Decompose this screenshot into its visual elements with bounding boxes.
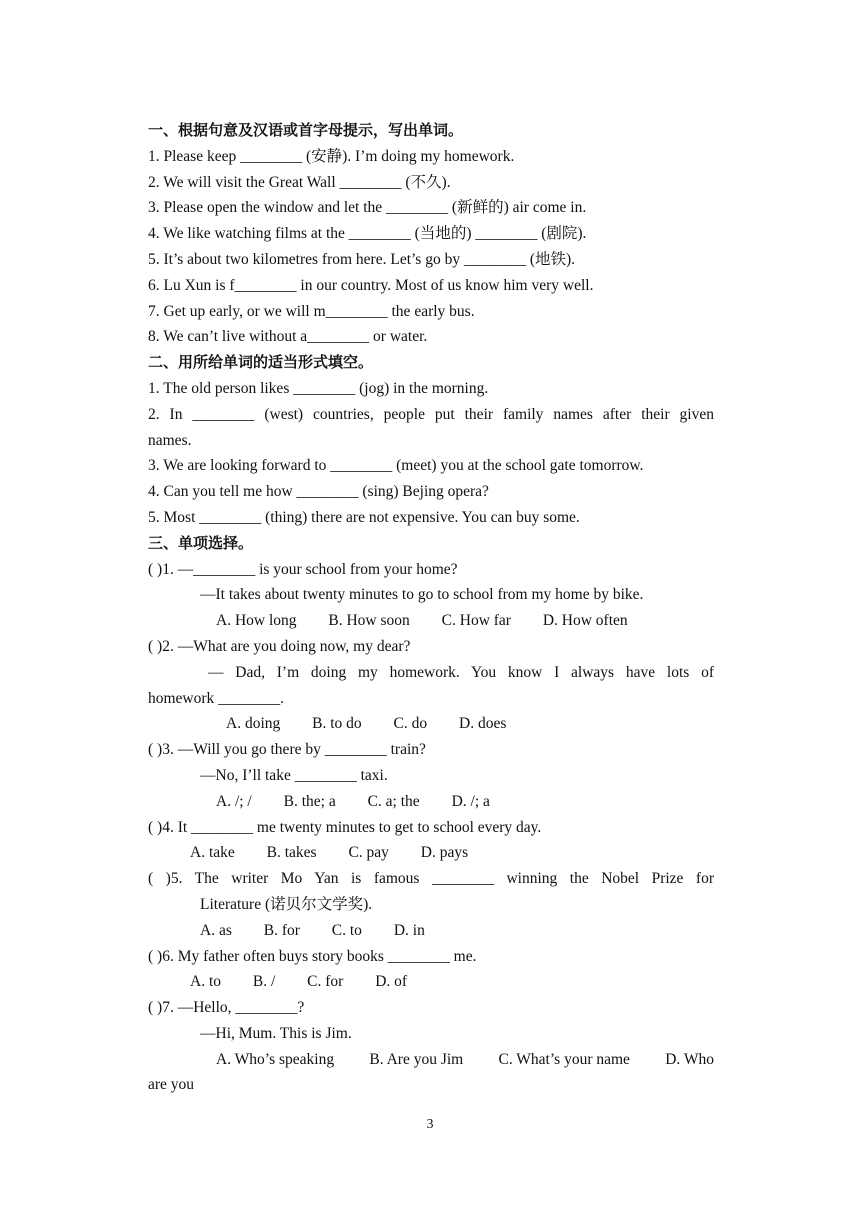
q6-option-c: C. for: [307, 973, 344, 991]
q1-option-c: C. How far: [441, 612, 511, 630]
s1-item-8: 8. We can’t live without a________ or water.: [148, 328, 428, 346]
q7-option-d: D. Who: [665, 1050, 714, 1068]
q7-option-b: B. Are you Jim: [369, 1050, 464, 1068]
q3-option-c: C. a; the: [367, 792, 420, 810]
section1-heading: 一、根据句意及汉语或首字母提示，写出单词。: [148, 121, 464, 139]
q1-reply: —It takes about twenty minutes to go to school from my home by bike.: [200, 586, 644, 604]
q5-option-b: B. for: [263, 921, 300, 939]
q3-reply: —No, I’ll take ________ taxi.: [200, 766, 388, 784]
q1-stem: ( )1. —________ is your school from your home?: [148, 560, 458, 578]
q3-option-d: D. /; a: [451, 792, 490, 810]
q5-option-a: A. as: [200, 921, 232, 939]
q6-option-d: D. of: [375, 973, 408, 991]
q2-reply-cont: homework ________.: [148, 689, 285, 707]
s1-item-3: 3. Please open the window and let the ________ (新鲜的) air come in.: [148, 199, 587, 217]
q2-option-a: A. doing: [226, 715, 281, 733]
q1-option-d: D. How often: [542, 612, 628, 630]
q7-option-c: C. What’s your name: [498, 1050, 630, 1068]
q4-option-a: A. take: [190, 844, 235, 862]
s1-item-4: 4. We like watching films at the ________ (当地的) ________ (剧院).: [148, 225, 587, 243]
s1-item-5: 5. It’s about two kilometres from here. Let’s go by ________ (地铁).: [148, 250, 576, 268]
q4-option-b: B. takes: [266, 844, 317, 862]
s2-item-3: 3. We are looking forward to ________ (meet) you at the school gate tomorrow.: [148, 457, 644, 475]
q7-options-cont: are you: [148, 1076, 195, 1094]
q5-option-d: D. in: [393, 921, 425, 939]
section3-heading: 三、单项选择。: [148, 533, 254, 552]
q2-reply: — Dad, I’m doing my homework. You know I always have lots of: [208, 663, 714, 681]
s2-item-2: 2. In ________ (west) countries, people put their family names after their given: [148, 405, 714, 423]
q3-options: [148, 789, 714, 815]
q3-option-a: A. /; /: [216, 792, 252, 810]
s2-item-4: 4. Can you tell me how ________ (sing) Bejing opera?: [148, 483, 489, 501]
s2-item-2-cont: names.: [148, 431, 192, 449]
q1-options: [148, 608, 714, 634]
q2-option-d: D. does: [459, 715, 507, 733]
q4-option-c: C. pay: [348, 844, 389, 862]
q6-option-a: A. to: [190, 973, 221, 991]
q2-stem: ( )2. —What are you doing now, my dear?: [148, 637, 411, 655]
q3-stem: ( )3. —Will you go there by ________ train?: [148, 741, 426, 759]
page-number: 3: [426, 1117, 434, 1132]
q6-option-b: B. /: [252, 973, 276, 991]
s1-item-2: 2. We will visit the Great Wall ________ (不久).: [148, 173, 451, 191]
q6-stem: ( )6. My father often buys story books ________ me.: [148, 947, 477, 965]
worksheet-page: [148, 118, 714, 1098]
q1-option-a: A. How long: [216, 612, 297, 630]
q7-option-a: A. Who’s speaking: [216, 1050, 335, 1068]
q2-options: [148, 711, 714, 737]
q4-options: [148, 840, 714, 866]
s1-item-1: 1. Please keep ________ (安静). I’m doing my homework.: [148, 147, 515, 165]
section2-heading: 二、用所给单词的适当形式填空。: [148, 353, 374, 372]
q5-stem: ( )5. The writer Mo Yan is famous ________ winning the Nobel Prize for: [148, 870, 714, 888]
s2-item-5: 5. Most ________ (thing) there are not expensive. You can buy some.: [148, 508, 580, 526]
q7-reply: —Hi, Mum. This is Jim.: [200, 1024, 352, 1042]
q7-stem: ( )7. —Hello, ________?: [148, 999, 305, 1017]
s1-item-6: 6. Lu Xun is f________ in our country. Most of us know him very well.: [148, 276, 594, 294]
q4-option-d: D. pays: [420, 844, 469, 862]
s1-item-7: 7. Get up early, or we will m________ the early bus.: [148, 302, 475, 320]
s2-item-1: 1. The old person likes ________ (jog) in the morning.: [148, 379, 489, 397]
q5-stem-cont: Literature (诺贝尔文学奖).: [200, 895, 373, 913]
q1-option-b: B. How soon: [328, 612, 410, 630]
q2-option-c: C. do: [393, 715, 428, 733]
q2-option-b: B. to do: [312, 715, 362, 733]
q6-options: [148, 969, 714, 995]
q3-option-b: B. the; a: [283, 792, 336, 810]
q7-options: [148, 1047, 714, 1073]
q5-option-c: C. to: [331, 921, 362, 939]
q5-options: [148, 918, 714, 944]
q4-stem: ( )4. It ________ me twenty minutes to get to school every day.: [148, 818, 542, 836]
